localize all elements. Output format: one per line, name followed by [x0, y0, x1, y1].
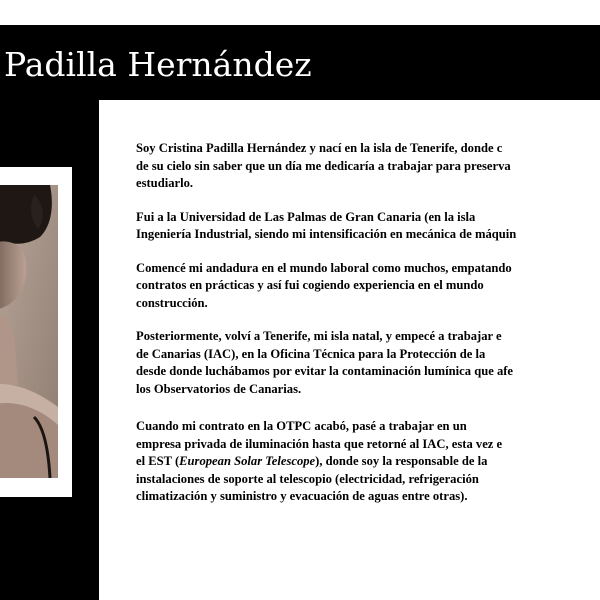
bio-line: estudiarlo.	[136, 176, 194, 190]
photo-frame	[0, 167, 72, 497]
bio-line: climatización y suministro y evacuación de aguas entre otras).	[136, 489, 468, 503]
page-title: Padilla Hernández	[4, 45, 312, 84]
bio-paragraph	[136, 328, 600, 398]
bio-line: Comencé mi andadura en el mundo laboral como muchos, empatando	[136, 260, 512, 275]
bio-paragraph	[136, 418, 600, 506]
bio-line: de Canarias (IAC), en la Oficina Técnica para la Protección de la	[136, 346, 486, 361]
bio-line: construcción.	[136, 295, 208, 310]
bio-line: Fui a la Universidad de Las Palmas de Gran Canaria (en la isla	[136, 209, 476, 224]
bio-line: Ingeniería Industrial, siendo mi intensificación en mecánica de máquin	[136, 227, 517, 241]
bio-line: contratos en prácticas y así fui cogiendo experiencia en el mundo	[136, 278, 484, 292]
portrait-photo-image	[0, 185, 58, 478]
bio-content-box	[99, 100, 600, 600]
bio-line: instalaciones de soporte al telescopio (electricidad, refrigeración	[136, 471, 479, 486]
bio-line: Posteriormente, volví a Tenerife, mi isla natal, y empecé a trabajar e	[136, 329, 502, 343]
bio-line: Cuando mi contrato en la OTPC acabó, pasé a trabajar en un	[136, 419, 467, 433]
bio-line: de su cielo sin saber que un día me dedicaría a trabajar para preserva	[136, 158, 511, 173]
bio-line-with-italic: el EST (European Solar Telescope), donde soy la responsable de la	[136, 454, 488, 468]
bio-text	[136, 140, 600, 522]
bio-line: desde donde luchábamos por evitar la contaminación lumínica que afe	[136, 364, 514, 378]
bio-paragraph	[136, 140, 600, 193]
bio-line: empresa privada de iluminación hasta que retorné al IAC, esta vez e	[136, 436, 503, 451]
portrait-photo	[0, 185, 58, 478]
bio-paragraph	[136, 260, 600, 313]
bio-line: los Observatorios de Canarias.	[136, 381, 302, 396]
italic-term: European Solar Telescope	[179, 454, 316, 468]
bio-line: Soy Cristina Padilla Hernández y nací en la isla de Tenerife, donde c	[136, 141, 503, 155]
bio-paragraph	[136, 209, 600, 244]
